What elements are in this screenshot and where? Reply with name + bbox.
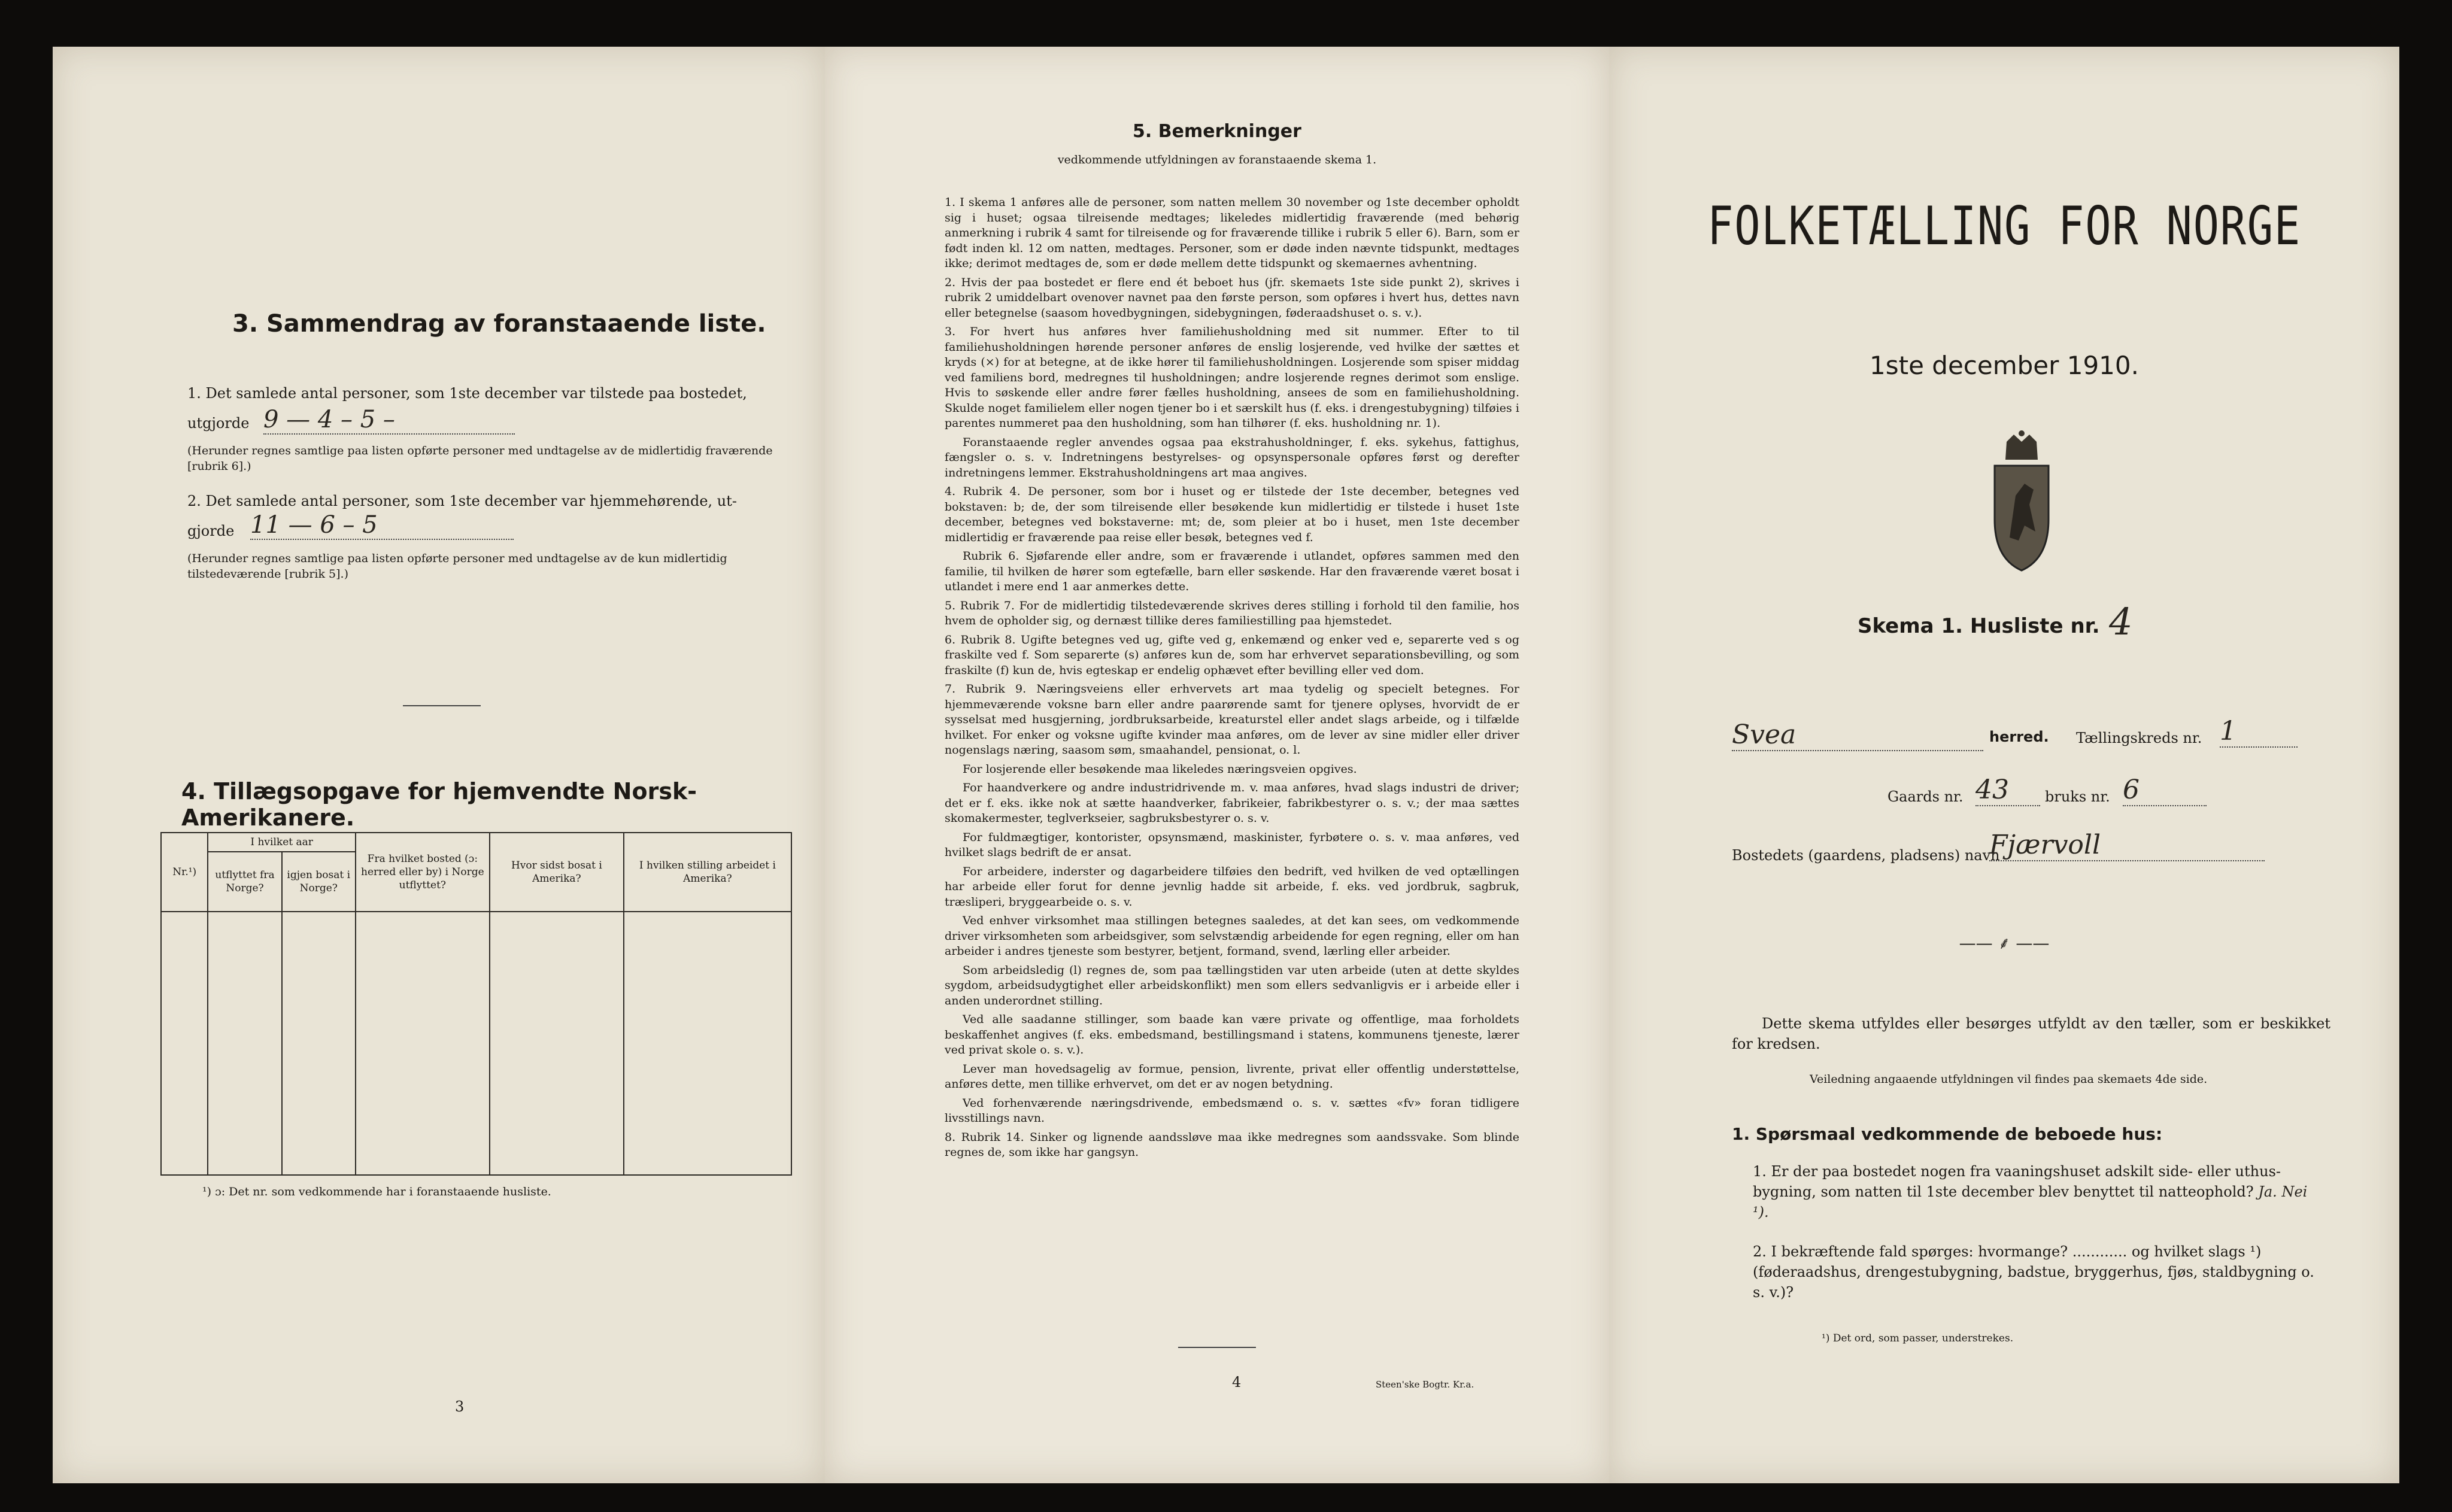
section-3-title: 3. Sammendrag av foranstaaende liste.: [232, 310, 766, 338]
printer-imprint: Steen'ske Bogtr. Kr.a.: [1376, 1379, 1474, 1390]
remark-7f: Ved enhver virksomhet maa stillingen betegnes saaledes, at det kan sees, om vedkommende driver virksomheten som arbeidsgiver, som selvstændig arbeidende for egen regning, eller om han arbeider i andres tjeneste som bestyrer, betjent, formand, svend, lærling eller arbeider.: [945, 914, 1519, 958]
item1-handwritten: 9 — 4 – 5 –: [263, 406, 515, 435]
item2-note: (Herunder regnes samtlige paa listen opførte personer med undtagelse av de kun midlertidig tilstedeværende [rubrik 5].): [187, 552, 727, 581]
divider: [1178, 1347, 1256, 1348]
col-nr-header: Nr.¹): [161, 833, 208, 912]
remark-7e: For arbeidere, inderster og dagarbeidere tilføies den bedrift, ved hvilken de ved optællingen har arbeide eller forut for denne jevnlig hadde sit arbeide, f. eks. ved jordbruk, sagbruk, træsliperi, bryggearbeide o. s. v.: [945, 864, 1519, 909]
col-emigrated-header: utflyttet fra Norge?: [208, 852, 281, 912]
intro-note: Veiledning angaaende utfyldningen vil findes paa skemaets 4de side.: [1810, 1073, 2208, 1086]
remark-6: 6. Rubrik 8. Ugifte betegnes ved ug, gifte ved g, enkemænd og enker ved e, separerte ved s og fraskilte ved f. Som separerte (s) anføres kun de, som har erhvervet separationsbevilling, og som fraskilte (f) kun de, hvis egteskap er endelig ophævet efter bevilling eller ved dom.: [945, 633, 1519, 677]
item1-label: utgjorde: [187, 415, 250, 432]
question-2: 2. I bekræftende fald spørges: hvormange? ............ og hvilket slags ¹) (føderaadshus, drengestubygning, badstue, bryggerhus, fjøs, staldbygning o. s. v.)?: [1753, 1243, 2314, 1301]
item2-handwritten: 11 — 6 – 5: [250, 511, 514, 540]
remark-8: 8. Rubrik 14. Sinker og lignende aandssløve maa ikke medregnes som aandssvake. Som blinde regnes de, som ikke har gangsyn.: [945, 1130, 1519, 1159]
table-cell: [624, 912, 791, 1175]
table-cell: [208, 912, 281, 1175]
husliste-number: 4: [2109, 600, 2133, 643]
table-cell: [490, 912, 624, 1175]
col-position-header: I hvilken stilling arbeidet i Amerika?: [624, 833, 791, 912]
form-date: 1ste december 1910.: [1870, 351, 2139, 380]
gaards-number: 43: [1975, 775, 2040, 806]
item2-label: gjorde: [187, 523, 235, 539]
herred-handwritten: Svea: [1732, 719, 1983, 751]
remark-7j: Ved forhenværende næringsdrivende, embedsmænd o. s. v. sættes «fv» foran tidligere livsstillings navn.: [945, 1096, 1519, 1125]
bruks-label: bruks nr.: [2045, 788, 2110, 805]
remark-7i: Lever man hovedsagelig av formue, pension, livrente, privat eller offentlig understøttelse, anføres dette, men tillike erhvervet, om det er av nogen betydning.: [945, 1062, 1519, 1091]
page-right: [1609, 47, 2399, 1483]
item2-text: 2. Det samlede antal personer, som 1ste december var hjemmehørende, ut-: [187, 493, 737, 509]
skema-label: Skema 1. Husliste nr.: [1858, 614, 2100, 638]
herred-label: herred.: [1989, 728, 2049, 745]
norsk-amerikanere-table: [160, 832, 792, 1176]
remark-7b: For losjerende eller besøkende maa likeledes næringsveien opgives.: [963, 762, 1357, 776]
remark-3: 3. For hvert hus anføres hver familiehusholdning med sit nummer. Efter to til familiehusholdningen hørende personer anføres de enslig losjerende, ved hvilke der sættes et kryds (×) for at betegne, at de ikke hører til familiehusholdningen. Losjerende som spiser middag ved familiens bord, medregnes til husholdningen; andre losjerende regnes derimot som enslige. Hvis to søskende eller andre fører fælles husholdning, ansees de som en familiehusholdning. Skulde noget familielem eller nogen tjener bo i et særskilt hus (f. eks. i drengestubygning) tilføies i parentes nummeret paa den husholdning, som han tilhører (f. eks. husholdning nr. 1).: [945, 325, 1519, 430]
remarks-title: 5. Bemerkninger: [1133, 121, 1301, 142]
bosted-handwritten: Fjærvoll: [1989, 830, 2265, 861]
bosted-label: Bostedets (gaardens, pladsens) navn: [1732, 847, 2000, 864]
gaards-label: Gaards nr.: [1887, 788, 1964, 805]
remark-3b: Foranstaaende regler anvendes ogsaa paa ekstrahusholdninger, f. eks. sykehus, fattighus, fængsler o. s. v. Indretningens bestyrelses- og opsynspersonale opføres først og derefter indretningens lemmer. Ekstrahusholdningens art maa angives.: [945, 435, 1519, 479]
remarks-list: [945, 195, 1519, 1164]
remark-7c: For haandverkere og andre industridrivende m. v. maa anføres, hvad slags industri de driver; det er f. eks. ikke nok at sætte haandverker, fabrikeier, fabrikbestyrer o. s. v.; der maa sættes skomakermester, teglverkseier, sagbruksbestyrer o. s. v.: [945, 781, 1519, 825]
divider: [403, 705, 481, 706]
table-cell: [356, 912, 490, 1175]
item1-text: 1. Det samlede antal personer, som 1ste december var tilstede paa bostedet,: [187, 385, 747, 402]
remark-7g: Som arbeidsledig (l) regnes de, som paa tællingstiden var uten arbeide (uten at dette skyldes sygdom, arbeidsudygtighet eller arbeidskonflikt) men som ellers sedvanligvis er i arbeide eller i anden underordnet stilling.: [945, 963, 1519, 1007]
page-number-3: 3: [455, 1398, 465, 1415]
kreds-label: Tællingskreds nr.: [2076, 730, 2202, 746]
col-from-header: Fra hvilket bosted (ɔ: herred eller by) i Norge utflyttet?: [356, 833, 490, 912]
remark-7: 7. Rubrik 9. Næringsveiens eller erhvervets art maa tydelig og specielt betegnes. For hjemmeværende voksne barn eller andre paarørende samt for tjenere oplyses, hvorvidt de er sysselsat med husgjerning, jordbruksarbeide, kreaturstel eller andet slags arbeide, og i tilfælde hvilket. For enker og voksne ugifte kvinder maa anføres, om de lever av sine midler eller driver nogenslags næring, saasom søm, smaahandel, pensionat, o. l.: [945, 682, 1519, 757]
question-1-answer: Ja. Nei ¹).: [1753, 1183, 2308, 1220]
remarks-subtitle: vedkommende utfyldningen av foranstaaende skema 1.: [1057, 153, 1377, 166]
remark-7d: For fuldmægtiger, kontorister, opsynsmænd, maskinister, fyrbøtere o. s. v. maa anføres, ved hvilket slags bedrift de er ansat.: [945, 830, 1519, 859]
intro-text: Dette skema utfyldes eller besørges utfyldt av den tæller, som er beskikket for kredsen.: [1732, 1015, 2330, 1052]
col-year-group-header: I hvilket aar: [208, 833, 355, 852]
remark-4: 4. Rubrik 4. De personer, som bor i huset og er tilstede der 1ste december, betegnes ved bokstaven: b; de, der som tilreisende eller besøkende kun midlertidig er tilstede i huset 1ste december, betegnes ved bokstaverne: mt; de, som pleier at bo i huset, men 1ste december midlertidig er fraværende paa reise eller besøk, betegnes ved f.: [945, 485, 1519, 544]
kreds-number: 1: [2220, 716, 2298, 748]
remark-7h: Ved alle saadanne stillinger, som baade kan være private og offentlige, maa forholdets beskaffenhet angives (f. eks. embedsmand, bestillingsmand i statens, kommunens tjeneste, lærer ved privat skole o. s. v.).: [945, 1013, 1519, 1056]
remark-1: 1. I skema 1 anføres alle de personer, som natten mellem 30 november og 1ste december opholdt sig i huset; ogsaa tilreisende medtages; likeledes midlertidig fraværende (med behørig anmerkning i rubrik 4 samt for tilreisende og for fraværende tillike i rubrik 5 eller 6). Barn, som er født inden kl. 12 om natten, medtages. Personer, som er døde inden nævnte tidspunkt, medtages ikke; derimot medtages de, som er døde mellem dette tidspunkt og skemaernes avhentning.: [945, 196, 1519, 270]
question-1: [1753, 1161, 2327, 1222]
table-footnote: ¹) ɔ: Det nr. som vedkommende har i foranstaaende husliste.: [202, 1185, 551, 1198]
question-1-text: 1. Er der paa bostedet nogen fra vaaningshuset adskilt side- eller uthus-bygning, som natten til 1ste december blev benyttet til natteophold?: [1753, 1163, 2281, 1200]
form-title: FOLKETÆLLING FOR NORGE: [1707, 195, 2301, 257]
col-last-header: Hvor sidst bosat i Amerika?: [490, 833, 624, 912]
section-4-title: 4. Tillægsopgave for hjemvendte Norsk-Amerikanere.: [181, 778, 697, 831]
remark-5: 5. Rubrik 7. For de midlertidig tilstedeværende skrives deres stilling i forhold til den familie, hos hvem de opholder sig, og dernæst tillike deres familiestilling paa hjemstedet.: [945, 599, 1519, 627]
col-returned-header: igjen bosat i Norge?: [282, 852, 356, 912]
coat-of-arms-icon: [1983, 430, 2060, 573]
bruks-number: 6: [2123, 775, 2207, 806]
remark-2: 2. Hvis der paa bostedet er flere end ét beboet hus (jfr. skemaets 1ste side punkt 2), skrives i rubrik 2 umiddelbart ovenover navnet paa den første person, som opføres i hvert hus, dettes navn eller betegnelse (saasom hovedbygningen, sidebygningen, føderaadshuset o. s. v.).: [945, 275, 1519, 320]
page-left: [53, 47, 825, 1483]
page-middle: [825, 47, 1609, 1483]
table-cell: [282, 912, 356, 1175]
questions-heading: 1. Spørsmaal vedkommende de beboede hus:: [1732, 1124, 2163, 1144]
table-cell: [161, 912, 208, 1175]
item1-note: (Herunder regnes samtlige paa listen opførte personer med undtagelse av de midlertidig fraværende [rubrik 6].): [187, 444, 773, 473]
remark-4b: Rubrik 6. Sjøfarende eller andre, som er fraværende i utlandet, opføres sammen med den familie, til hvilken de hører som egtefælle, barn eller søskende. Har den fraværende været bosat i utlandet i mere end 1 aar anmerkes dette.: [945, 549, 1519, 593]
page-number-4: 4: [1232, 1374, 1242, 1390]
right-footnote: ¹) Det ord, som passer, understrekes.: [1822, 1332, 2014, 1344]
ornament-divider: —— ⸙ ——: [1959, 933, 2050, 953]
